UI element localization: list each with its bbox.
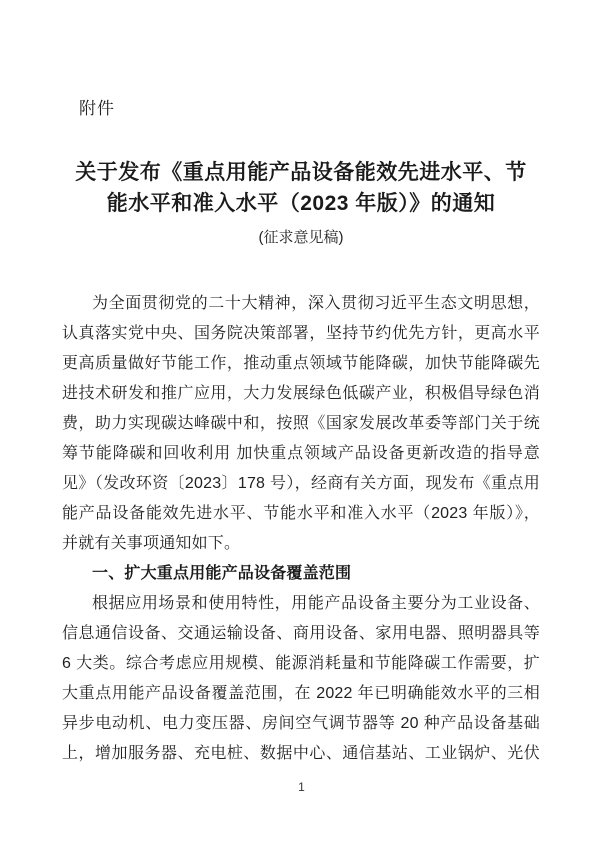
document-title-line-1: 关于发布《重点用能产品设备能效先进水平、节 xyxy=(75,161,527,184)
document-title xyxy=(62,157,540,219)
document-title-line-2: 能水平和准入水平（2023 年版）》的通知 xyxy=(106,192,496,215)
page-number: 1 xyxy=(298,780,305,794)
paragraph2-line: 根据应用场景和使用特性，用能产品设备主要分为工业设备、 xyxy=(92,595,540,612)
paragraph1-line: 为全面贯彻党的二十大精神，深入贯彻习近平生态文明思想， xyxy=(92,295,540,312)
paragraph1-line: 并就有关事项通知如下。 xyxy=(62,535,241,552)
paragraph1-line: 筹节能降碳和回收利用 加快重点领域产品设备更新改造的指导意 xyxy=(62,445,540,462)
document-subtitle: (征求意见稿) xyxy=(258,229,344,246)
paragraph1-line: 能产品设备能效先进水平、节能水平和准入水平（2023 年版）》， xyxy=(62,505,540,522)
paragraph1-line: 费，助力实现碳达峰碳中和，按照《国家发展改革委等部门关于统 xyxy=(62,415,540,432)
paragraph2-line: 异步电动机、电力变压器、房间空气调节器等 20 种产品设备基础 xyxy=(62,715,540,732)
paragraph2-line: 6 大类。综合考虑应用规模、能源消耗量和节能降碳工作需要，扩 xyxy=(62,655,540,672)
paragraph2-line: 上，增加服务器、充电桩、数据中心、通信基站、工业锅炉、光伏 xyxy=(62,745,540,762)
paragraph1-line: 认真落实党中央、国务院决策部署，坚持节约优先方针，更高水平 xyxy=(62,325,540,342)
paragraph1-line: 更高质量做好节能工作，推动重点领域节能降碳，加快节能降碳先 xyxy=(62,355,540,372)
section1-heading: 一、扩大重点用能产品设备覆盖范围 xyxy=(92,565,352,582)
paragraph2-line: 信息通信设备、交通运输设备、商用设备、家用电器、照明器具等 xyxy=(62,625,540,642)
document-body xyxy=(62,289,540,769)
attachment-label: 附件 xyxy=(79,99,115,118)
paragraph1-line: 进技术研发和推广应用，大力发展绿色低碳产业，积极倡导绿色消 xyxy=(62,385,540,402)
paragraph1-line: 见》（发改环资〔2023〕178 号），经商有关方面，现发布《重点用 xyxy=(62,475,540,492)
paragraph2-line: 大重点用能产品设备覆盖范围，在 2022 年已明确能效水平的三相 xyxy=(62,685,540,702)
